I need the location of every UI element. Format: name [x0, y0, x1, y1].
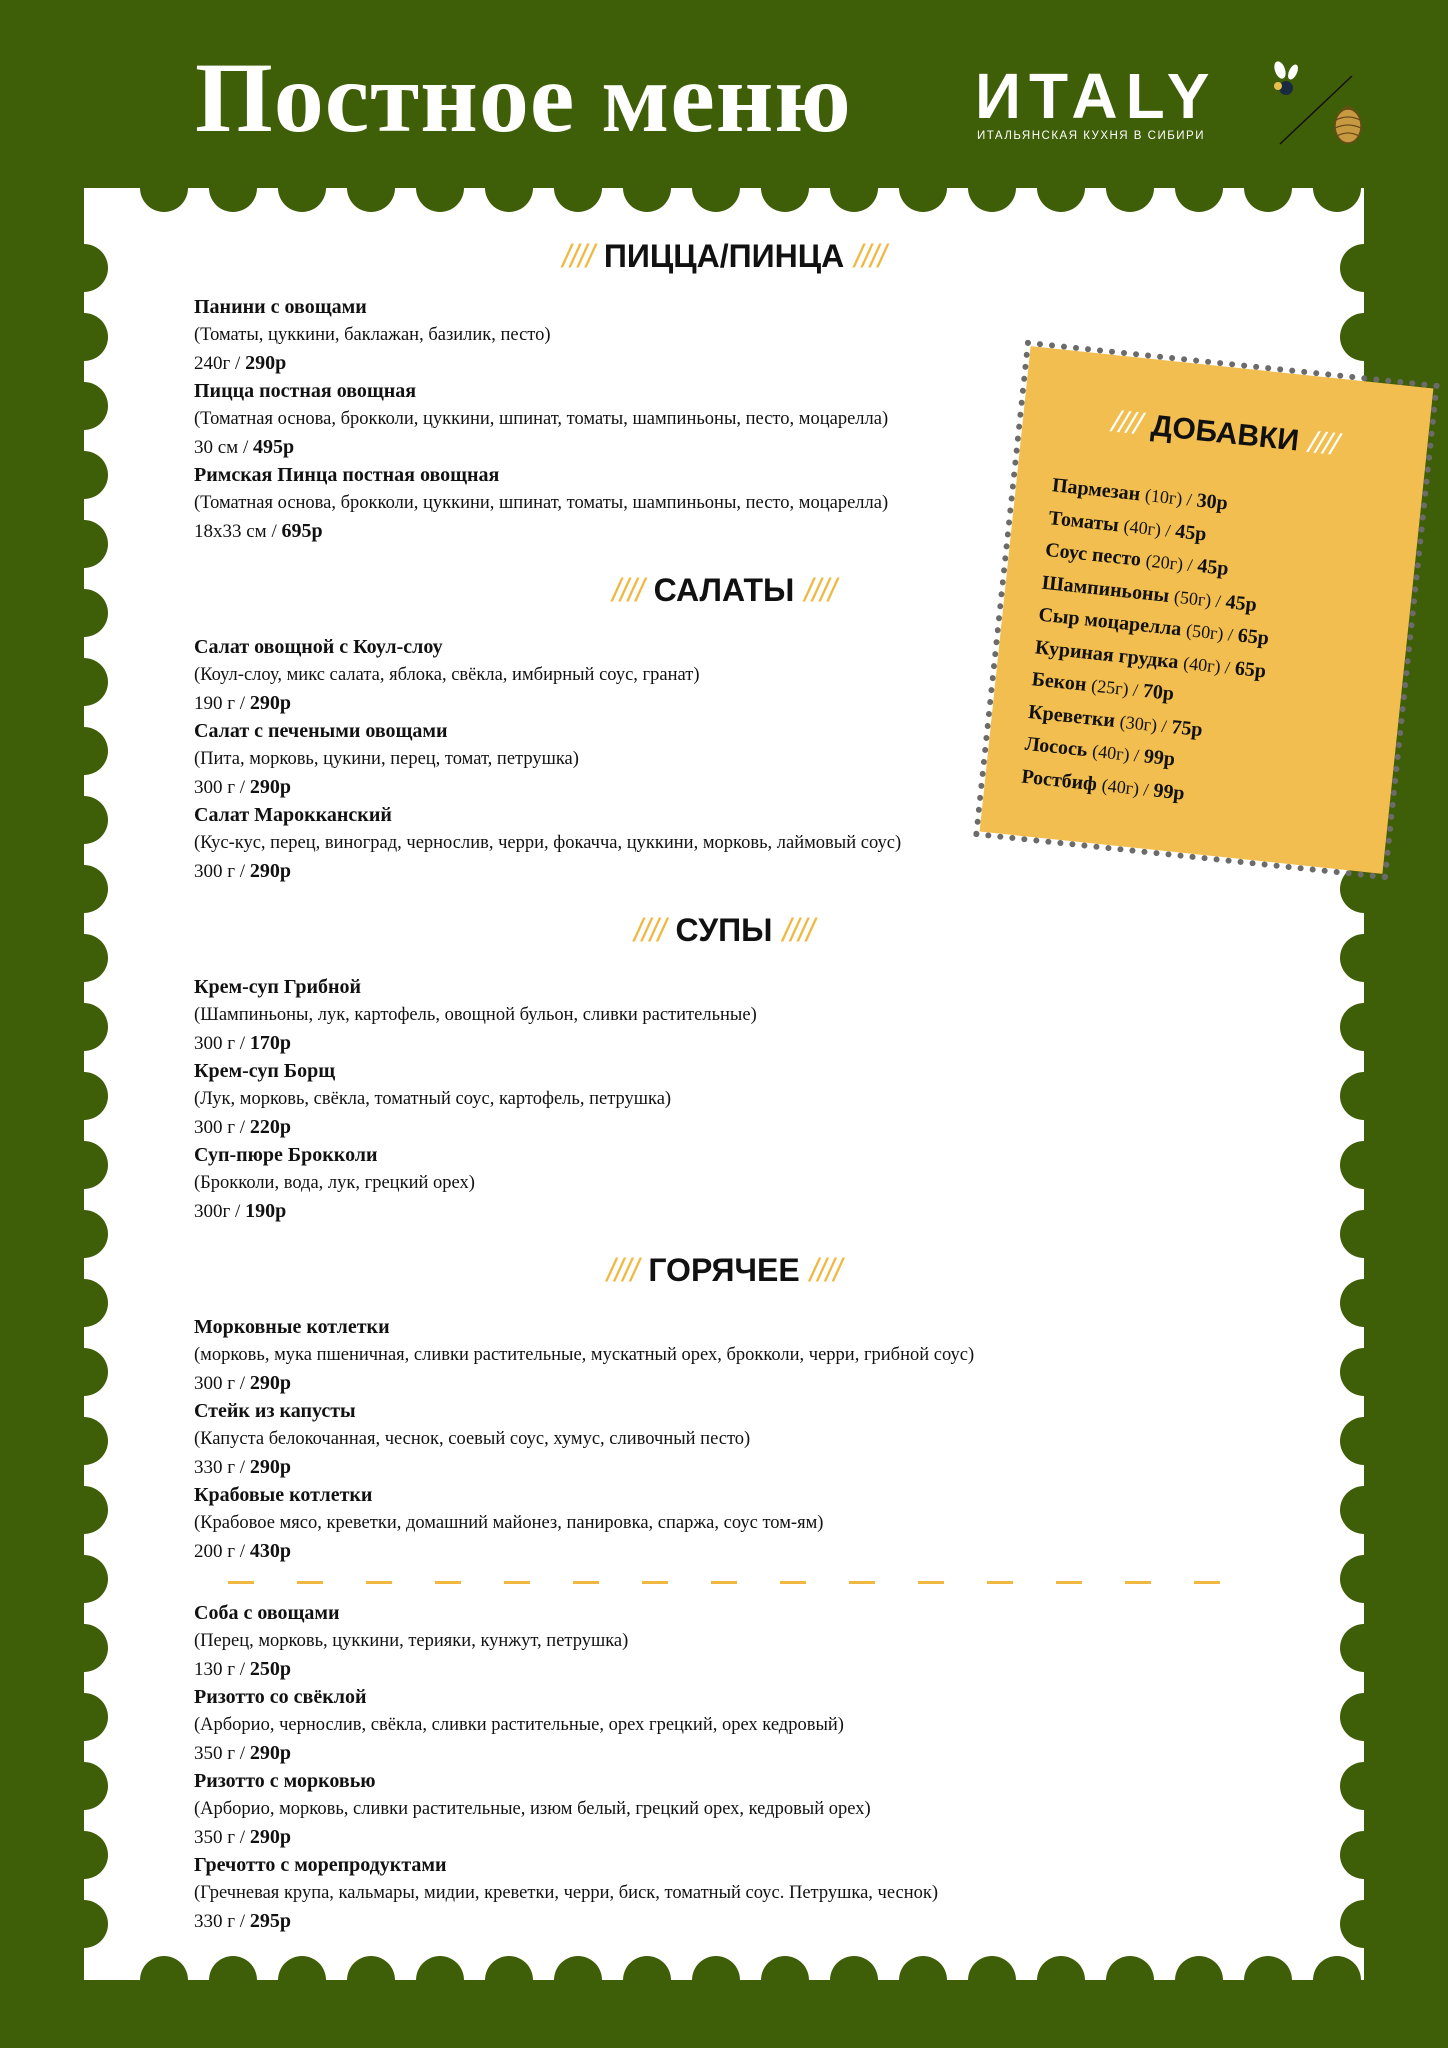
addon-name: Сыр моцарелла: [1037, 603, 1183, 641]
menu-item-price: 290р: [249, 1372, 291, 1394]
menu-item: [194, 294, 1094, 378]
addon-weight: (30г) /: [1118, 711, 1168, 736]
addon-name: Бекон: [1030, 668, 1088, 696]
menu-item-description: (Арборио, чернослив, свёкла, сливки растительные, орех грецкий, орех кедровый): [194, 1715, 844, 1735]
addon-weight: (40г) /: [1122, 515, 1172, 541]
menu-item-price-line: [194, 690, 1094, 718]
menu-item: [194, 462, 1094, 546]
menu-item-description: (Томатная основа, брокколи, цуккини, шпинат, томаты, шампиньоны, песто, моцарелла): [194, 409, 889, 429]
menu-item-price: 290р: [249, 1742, 291, 1764]
addon-weight: (50г) /: [1185, 620, 1234, 645]
menu-item-name: Гречотто с морепродуктами: [194, 1854, 447, 1876]
menu-item-name: Крем-суп Грибной: [194, 976, 362, 998]
addon-name: Креветки: [1027, 700, 1117, 732]
addon-weight: (40г) /: [1100, 774, 1150, 800]
menu-item-description: (Арборио, морковь, сливки растительные, изюм белый, грецкий орех, кедровый орех): [194, 1799, 871, 1819]
menu-item-price: 290р: [249, 692, 291, 714]
menu-item-description: (Крабовое мясо, креветки, домашний майонез, панировка, спаржа, соус том-ям): [194, 1513, 824, 1533]
section-title-text: САЛАТЫ: [653, 572, 795, 608]
addon-price: 65р: [1236, 624, 1271, 650]
addon-price: 45р: [1174, 519, 1208, 546]
menu-item-weight: 300 г /: [194, 861, 246, 882]
menu-item-weight: 190 г /: [194, 693, 246, 714]
menu-item-name: Ризотто со свёклой: [194, 1686, 367, 1708]
section-title-text: СУПЫ: [675, 912, 773, 948]
menu-item-price-line: [194, 1114, 1094, 1142]
menu-item-description: (Перец, морковь, цуккини, терияки, кунжут, петрушка): [194, 1631, 629, 1651]
menu-item-weight: 240г /: [194, 353, 241, 374]
menu-item-weight: 300 г /: [194, 1033, 246, 1054]
menu-item: [194, 634, 1094, 718]
menu-item-price-line: [194, 1656, 1094, 1684]
addons-title: //// ДОБАВКИ ////: [1110, 405, 1340, 462]
addon-name: Лосось: [1023, 732, 1089, 762]
menu-item-name: Салат с печеными овощами: [194, 720, 448, 742]
addon-weight: (40г) /: [1182, 652, 1232, 678]
menu-item-price-line: [194, 774, 1094, 802]
addon-name: Томаты: [1047, 506, 1121, 536]
menu-item-description: (морковь, мука пшеничная, сливки растительные, мускатный орех, брокколи, черри, грибной соус): [194, 1345, 975, 1365]
brand-tagline: ИТАЛЬЯНСКАЯ КУХНЯ В СИБИРИ: [977, 130, 1205, 142]
addon-weight: (50г) /: [1173, 586, 1222, 611]
menu-item-price-line: [194, 1198, 1094, 1226]
menu-item-price-line: [194, 1740, 1094, 1768]
menu-item: [194, 1482, 1094, 1566]
menu-item-name: Соба с овощами: [194, 1602, 340, 1624]
menu-item-price: 250р: [249, 1658, 291, 1680]
addons-list: [1020, 469, 1412, 830]
menu-item: [194, 802, 1094, 886]
menu-item-name: Ризотто с морковью: [194, 1770, 376, 1792]
menu-item-weight: 18х33 см /: [194, 521, 277, 542]
addon-name: Куриная грудка: [1034, 635, 1180, 673]
menu-item-name: Салат Марокканский: [194, 804, 392, 826]
menu-item-name: Римская Пинца постная овощная: [194, 464, 500, 486]
section-title-3: //// СУПЫ ////: [633, 912, 815, 948]
section-title-text: ПИЦЦА/ПИНЦА: [603, 238, 845, 274]
menu-item-description: (Гречневая крупа, кальмары, мидии, креветки, черри, биск, томатный соус. Петрушка, чеснок): [194, 1883, 939, 1903]
addon-weight: (10г) /: [1144, 485, 1193, 510]
menu-item: [194, 1142, 1094, 1226]
menu-item-name: Стейк из капусты: [194, 1400, 356, 1422]
menu-item-price-line: [194, 350, 1094, 378]
addon-weight: (20г) /: [1144, 550, 1194, 576]
menu-item-price-line: [194, 858, 1094, 886]
menu-item-name: Панини с овощами: [194, 296, 367, 318]
menu-item-price: 695р: [281, 520, 323, 542]
addon-name: Ростбиф: [1020, 765, 1099, 795]
menu-item-description: (Капуста белокочанная, чеснок, соевый соус, хумус, сливочный песто): [194, 1429, 751, 1449]
menu-item: [194, 718, 1094, 802]
menu-item-weight: 330 г /: [194, 1457, 246, 1478]
addon-name: Пармезан: [1051, 474, 1142, 506]
section-divider: [228, 1581, 1258, 1584]
menu-item-price-line: [194, 518, 1094, 546]
menu-item-price-line: [194, 1030, 1094, 1058]
addon-price: 75р: [1170, 715, 1204, 741]
menu-item: [194, 1398, 1094, 1482]
addons-title-text: ДОБАВКИ: [1149, 409, 1301, 458]
menu-item-price-line: [194, 1908, 1094, 1936]
menu-item-name: Суп-пюре Брокколи: [194, 1144, 378, 1166]
menu-item-price: 220р: [249, 1116, 291, 1138]
menu-item-price-line: [194, 434, 1094, 462]
menu-item-weight: 300г /: [194, 1201, 241, 1222]
menu-item-weight: 130 г /: [194, 1659, 246, 1680]
menu-item: [194, 1684, 1094, 1768]
menu-item-price: 430р: [249, 1540, 291, 1562]
section-title-2: //// САЛАТЫ ////: [612, 572, 836, 608]
menu-item-description: (Коул-слоу, микс салата, яблока, свёкла, имбирный соус, гранат): [194, 665, 700, 685]
menu-item-price: 495р: [253, 436, 295, 458]
menu-item-description: (Кус-кус, перец, виноград, чернослив, черри, фокачча, цуккини, морковь, лаймовый соус): [194, 833, 902, 853]
menu-item-weight: 330 г /: [194, 1911, 246, 1932]
menu-item-price: 290р: [245, 352, 287, 374]
menu-item-name: Пицца постная овощная: [194, 380, 417, 402]
menu-item: [194, 1058, 1094, 1142]
menu-item-price-line: [194, 1370, 1094, 1398]
addon-weight: (40г) /: [1091, 740, 1141, 766]
menu-item-weight: 300 г /: [194, 777, 246, 798]
brand-name: ИTALY: [975, 60, 1218, 132]
addon-price: 45р: [1196, 554, 1230, 581]
menu-item-price: 295р: [249, 1910, 291, 1932]
menu-item-price: 290р: [249, 1456, 291, 1478]
menu-item-name: Салат овощной с Коул-слоу: [194, 636, 443, 658]
menu-item-price: 290р: [249, 860, 291, 882]
menu-item-description: (Лук, морковь, свёкла, томатный соус, картофель, петрушка): [194, 1089, 672, 1109]
addon-name: Шампиньоны: [1040, 571, 1171, 607]
addon-price: 30р: [1195, 489, 1229, 515]
addon-weight: (25г) /: [1090, 675, 1140, 701]
menu-item-weight: 200 г /: [194, 1541, 246, 1562]
section-title-text: ГОРЯЧЕЕ: [648, 1252, 800, 1288]
addon-price: 99р: [1142, 745, 1177, 771]
menu-item-description: (Брокколи, вода, лук, грецкий орех): [194, 1173, 475, 1193]
menu-item: [194, 378, 1094, 462]
menu-item-name: Крабовые котлетки: [194, 1484, 373, 1506]
menu-item-name: Морковные котлетки: [194, 1316, 390, 1338]
menu-item-description: (Шампиньоны, лук, картофель, овощной бульон, сливки растительные): [194, 1005, 757, 1025]
addon-price: 99р: [1152, 779, 1186, 805]
menu-item-price: 170р: [249, 1032, 291, 1054]
page-title: Постное меню: [195, 42, 852, 153]
menu-item-description: (Пита, морковь, цукини, перец, томат, петрушка): [194, 749, 579, 769]
menu-item-weight: 350 г /: [194, 1827, 246, 1848]
menu-item-weight: 350 г /: [194, 1743, 246, 1764]
section-title-4: //// ГОРЯЧЕЕ ////: [606, 1252, 842, 1288]
addon-price: 70р: [1141, 679, 1176, 705]
addon-name: Соус песто: [1044, 538, 1143, 571]
menu-item-weight: 300 г /: [194, 1117, 246, 1138]
menu-item-price-line: [194, 1454, 1094, 1482]
menu-item: [194, 1768, 1094, 1852]
menu-item-description: (Томатная основа, брокколи, цуккини, шпинат, томаты, шампиньоны, песто, моцарелла): [194, 493, 889, 513]
menu-item-description: (Томаты, цуккини, баклажан, базилик, песто): [194, 325, 551, 345]
menu-item-price-line: [194, 1538, 1094, 1566]
menu-item-price-line: [194, 1824, 1094, 1852]
menu-item: [194, 974, 1094, 1058]
addons-card: [980, 346, 1434, 874]
menu-item-price: 290р: [249, 1826, 291, 1848]
menu-item-weight: 300 г /: [194, 1373, 246, 1394]
menu-item: [194, 1852, 1094, 1936]
menu-item: [194, 1600, 1094, 1684]
menu-item-price: 190р: [245, 1200, 287, 1222]
section-title-1: //// ПИЦЦА/ПИНЦА ////: [562, 238, 886, 274]
menu-item: [194, 1314, 1094, 1398]
menu-item-weight: 30 см /: [194, 437, 249, 458]
menu-item-price: 290р: [249, 776, 291, 798]
addon-price: 65р: [1233, 656, 1268, 682]
addon-price: 45р: [1224, 590, 1258, 616]
menu-item-name: Крем-суп Борщ: [194, 1060, 336, 1082]
